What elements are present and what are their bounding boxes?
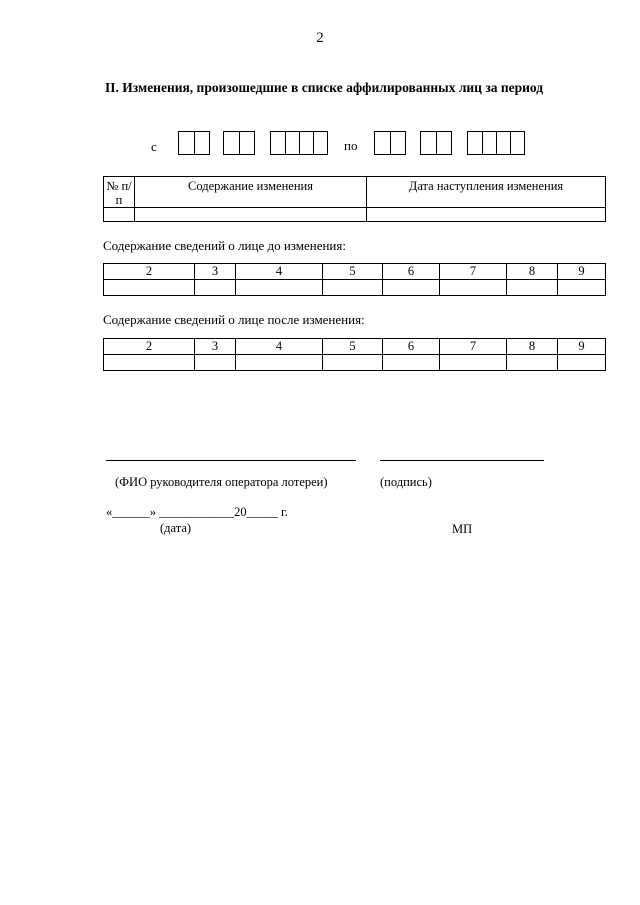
- column-header: 6: [383, 339, 440, 355]
- table-cell[interactable]: [558, 355, 606, 371]
- period-from-month-cells[interactable]: [223, 131, 255, 155]
- before-table: [103, 263, 606, 296]
- after-caption: Содержание сведений о лице после изменения:: [103, 312, 365, 327]
- table-header-row: [104, 339, 606, 355]
- table-cell[interactable]: [558, 280, 606, 296]
- period-from-year-cells[interactable]: [270, 131, 328, 155]
- column-header: 7: [440, 264, 507, 280]
- name-label: (ФИО руководителя оператора лотереи): [115, 475, 328, 489]
- column-header: 5: [323, 339, 383, 355]
- table-cell[interactable]: [383, 280, 440, 296]
- period-to-day-cells[interactable]: [374, 131, 406, 155]
- header-content: Содержание изменения: [135, 177, 367, 208]
- table-cell[interactable]: [507, 280, 558, 296]
- table-cell[interactable]: [236, 280, 323, 296]
- column-header: 9: [558, 264, 606, 280]
- table-cell[interactable]: [195, 355, 236, 371]
- date-cell[interactable]: [436, 132, 451, 154]
- sign-label: (подпись): [380, 475, 432, 489]
- stamp-label: МП: [452, 522, 473, 536]
- date-cell[interactable]: [239, 132, 254, 154]
- date-cell[interactable]: [421, 132, 436, 154]
- page-number: 2: [316, 30, 324, 46]
- table-row[interactable]: [104, 280, 606, 296]
- section-title: II. Изменения, произошедшие в списке аффилированных лиц за период: [105, 80, 544, 95]
- name-signature-line[interactable]: [106, 460, 356, 461]
- column-header: 4: [236, 339, 323, 355]
- date-cell[interactable]: [285, 132, 299, 154]
- table-header-row: [104, 177, 606, 208]
- table-cell[interactable]: [236, 355, 323, 371]
- table-cell[interactable]: [323, 355, 383, 371]
- header-num: [104, 177, 135, 208]
- column-header: 8: [507, 264, 558, 280]
- date-cell[interactable]: [468, 132, 482, 154]
- table-header-row: [104, 264, 606, 280]
- date-cell[interactable]: [496, 132, 510, 154]
- date-cell[interactable]: [375, 132, 390, 154]
- table-cell[interactable]: [507, 355, 558, 371]
- date-line[interactable]: «______» ____________20_____ г.: [106, 505, 288, 519]
- date-cell[interactable]: [510, 132, 524, 154]
- signature-line[interactable]: [380, 460, 544, 461]
- table-cell[interactable]: [104, 355, 195, 371]
- column-header: 6: [383, 264, 440, 280]
- column-header: 2: [104, 264, 195, 280]
- period-to-month-cells[interactable]: [420, 131, 452, 155]
- date-cell[interactable]: [482, 132, 496, 154]
- column-header: 3: [195, 264, 236, 280]
- date-cell[interactable]: [179, 132, 194, 154]
- column-header: 2: [104, 339, 195, 355]
- column-header: 3: [195, 339, 236, 355]
- after-table: [103, 338, 606, 371]
- table-cell[interactable]: [104, 208, 135, 222]
- column-header: 4: [236, 264, 323, 280]
- table-cell[interactable]: [440, 355, 507, 371]
- table-row[interactable]: [104, 208, 606, 222]
- column-header: 5: [323, 264, 383, 280]
- date-cell[interactable]: [194, 132, 209, 154]
- date-label: (дата): [160, 521, 192, 535]
- period-from-label: с: [151, 139, 157, 154]
- date-cell[interactable]: [271, 132, 285, 154]
- date-cell[interactable]: [299, 132, 313, 154]
- table-cell[interactable]: [440, 280, 507, 296]
- date-cell[interactable]: [390, 132, 405, 154]
- table-cell[interactable]: [104, 280, 195, 296]
- table-cell[interactable]: [135, 208, 367, 222]
- header-num-label: № п/п: [106, 179, 132, 207]
- before-caption: Содержание сведений о лице до изменения:: [103, 238, 346, 253]
- changes-table: [103, 176, 606, 222]
- period-to-year-cells[interactable]: [467, 131, 525, 155]
- table-cell[interactable]: [367, 208, 606, 222]
- table-cell[interactable]: [383, 355, 440, 371]
- table-row[interactable]: [104, 355, 606, 371]
- column-header: 9: [558, 339, 606, 355]
- period-to-label: по: [344, 138, 358, 153]
- table-cell[interactable]: [195, 280, 236, 296]
- date-cell[interactable]: [224, 132, 239, 154]
- table-cell[interactable]: [323, 280, 383, 296]
- header-date: Дата наступления изменения: [367, 177, 606, 208]
- period-from-day-cells[interactable]: [178, 131, 210, 155]
- column-header: 7: [440, 339, 507, 355]
- column-header: 8: [507, 339, 558, 355]
- date-cell[interactable]: [313, 132, 327, 154]
